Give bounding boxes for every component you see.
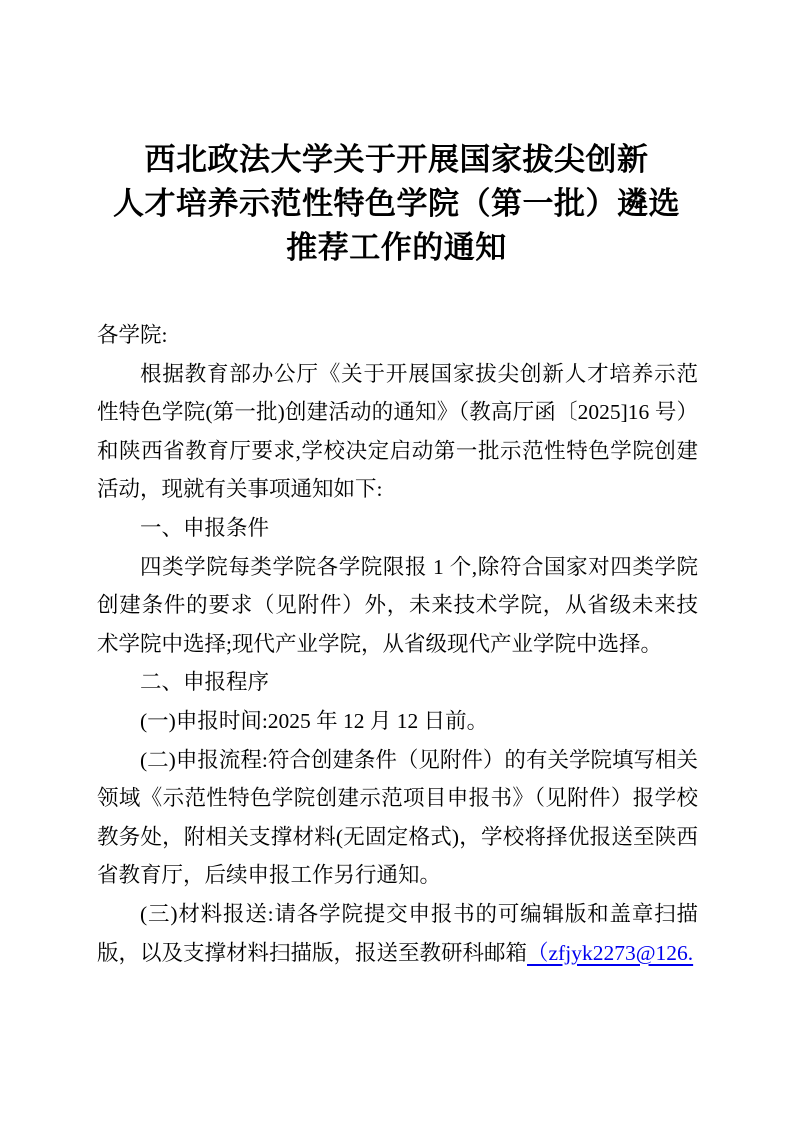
section-heading-2: 二、申报程序 bbox=[140, 670, 270, 695]
title-line-3: 推荐工作的通知 bbox=[286, 230, 507, 265]
salutation: 各学院: bbox=[97, 323, 168, 347]
document-title bbox=[0, 138, 793, 270]
paragraph-item-3 bbox=[97, 895, 698, 972]
paragraph-item-1: (一)申报时间:2025 年 12 月 12 日前。 bbox=[140, 708, 489, 733]
paragraph-section-1: 四类学院每类学院各学院限报 1 个,除符合国家对四类学院创建条件的要求（见附件）外，未来技术学院，从省级未来技术学院中选择;现代产业学院，从省级现代产业学院中选择。 bbox=[97, 554, 698, 656]
section-heading-1: 一、申报条件 bbox=[140, 515, 270, 540]
email-link[interactable]: （zfjyk2273@126. bbox=[527, 940, 694, 965]
paragraph-intro: 根据教育部办公厅《关于开展国家拔尖创新人才培养示范性特色学院(第一批)创建活动的通知》（教高厅函〔2025]16 号）和陕西省教育厅要求,学校决定启动第一批示范性特色学院创建活动，现就有关事项通知如下: bbox=[97, 361, 698, 502]
paragraph-item-3-text: (三)材料报送:请各学院提交申报书的可编辑版和盖章扫描版，以及支撑材料扫描版，报送至教研科邮箱 bbox=[97, 901, 698, 965]
document-body bbox=[97, 316, 698, 972]
paragraph-item-2: (二)申报流程:符合创建条件（见附件）的有关学院填写相关领域《示范性特色学院创建示范项目申报书》（见附件）报学校教务处，附相关支撑材料(无固定格式)，学校将择优报送至陕西省教育厅，后续申报工作另行通知。 bbox=[97, 747, 698, 888]
title-line-2: 人才培养示范性特色学院（第一批）遴选 bbox=[113, 186, 680, 221]
title-line-1: 西北政法大学关于开展国家拔尖创新 bbox=[144, 142, 649, 177]
